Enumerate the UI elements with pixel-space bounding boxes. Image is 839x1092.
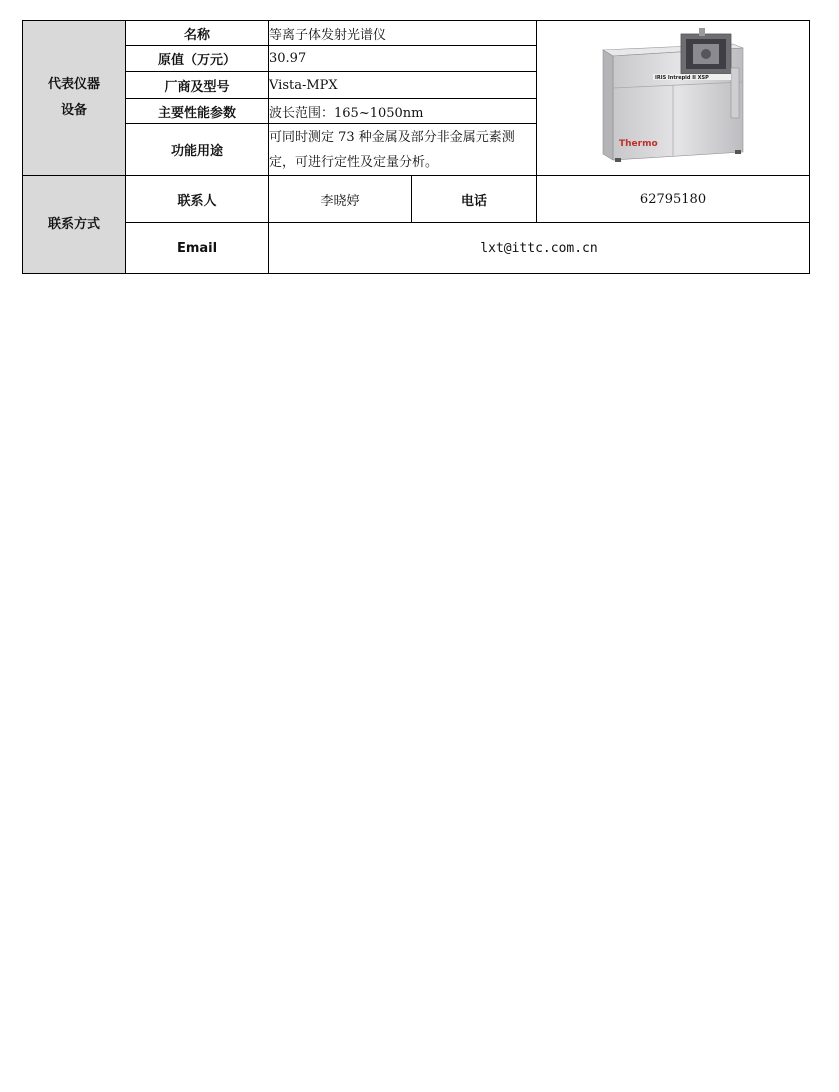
params-value: 波长范围：165~1050nm (269, 99, 537, 124)
brand-logo-text: Thermo (619, 139, 658, 149)
email-label: Email (126, 223, 269, 274)
function-value: 可同时测定 73 种金属及部分非金属元素测定，可进行定性及定量分析。 (269, 124, 537, 176)
contact-value: 李晓婷 (269, 176, 412, 223)
maker-label: 厂商及型号 (126, 72, 269, 99)
price-label: 原值（万元） (126, 46, 269, 72)
price-value: 30.97 (269, 46, 537, 72)
maker-value: Vista-MPX (269, 72, 537, 99)
name-label: 名称 (126, 21, 269, 46)
instrument-photo (593, 28, 753, 168)
params-label: 主要性能参数 (126, 99, 269, 124)
contact-label: 联系人 (126, 176, 269, 223)
name-value: 等离子体发射光谱仪 (269, 21, 537, 46)
phone-value: 62795180 (537, 176, 810, 223)
function-label: 功能用途 (126, 124, 269, 176)
section-header-equipment: 代表仪器设备 (23, 21, 126, 176)
email-value: lxt@ittc.com.cn (269, 223, 810, 274)
section-header-contact: 联系方式 (23, 176, 126, 274)
phone-label: 电话 (412, 176, 537, 223)
model-text: IRIS Intrepid II XSP (655, 75, 709, 81)
instrument-photo-cell (537, 21, 810, 176)
instrument-info-table (22, 20, 810, 274)
